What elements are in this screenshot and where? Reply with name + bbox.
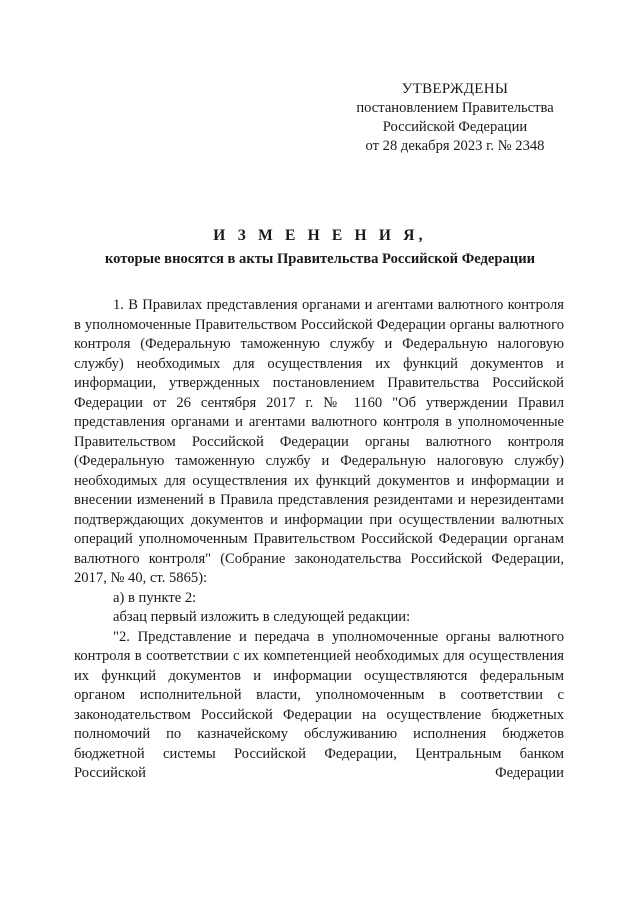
approval-line-1: постановлением Правительства [356, 100, 554, 116]
paragraph-4: "2. Представление и передача в уполномоченные органы валютного контроля в соответствии с их компетенцией необходимых для осуществления их функций документов и информации осуществляются федеральным органом исполнительной власти, уполномоченным в соответствии с законодательством Российской Федерации на осуществление бюджетных полномочий по казначейскому обслуживанию исполнения бюджетов бюджетной системы Российской Федерации, Центральным банком Российской Федерации [74, 628, 564, 781]
paragraph-3: абзац первый изложить в следующей редакции: [113, 609, 411, 625]
document-title: И З М Е Н Е Н И Я, [213, 227, 427, 244]
document-subtitle: которые вносятся в акты Правительства Российской Федерации [104, 251, 536, 267]
document-body [74, 296, 564, 784]
paragraph-1: 1. В Правилах представления органами и агентами валютного контроля в уполномоченные Правительством Российской Федерации органы валютного контроля (Федеральную таможенную службу и Федеральную налоговую службу) необходимых для осуществления их функций документов и информации, утвержденных постановлением Правительства Российской Федерации от 26 сентября 2017 г. № 1160 "Об утверждении Правил представления органами и агентами валютного контроля в уполномоченные Правительством Российской Федерации органы валютного контроля (Федеральную таможенную службу и Федеральную налоговую службу) необходимых для осуществления их функций документов и информации и внесении изменений в Правила представления резидентами и нерезидентами подтверждающих документов и информации при осуществлении валютных операций уполномоченным Правительством Российской Федерации органам валютного контроля" (Собрание законодательства Российской Федерации, 2017, № 40, ст. 5865): [74, 297, 564, 586]
approval-heading: УТВЕРЖДЕНЫ [401, 81, 509, 97]
approval-stamp [350, 80, 560, 156]
paragraph-2: а) в пункте 2: [113, 589, 197, 606]
approval-line-3: от 28 декабря 2023 г. № 2348 [365, 138, 545, 154]
approval-line-2: Российской Федерации [382, 119, 528, 135]
